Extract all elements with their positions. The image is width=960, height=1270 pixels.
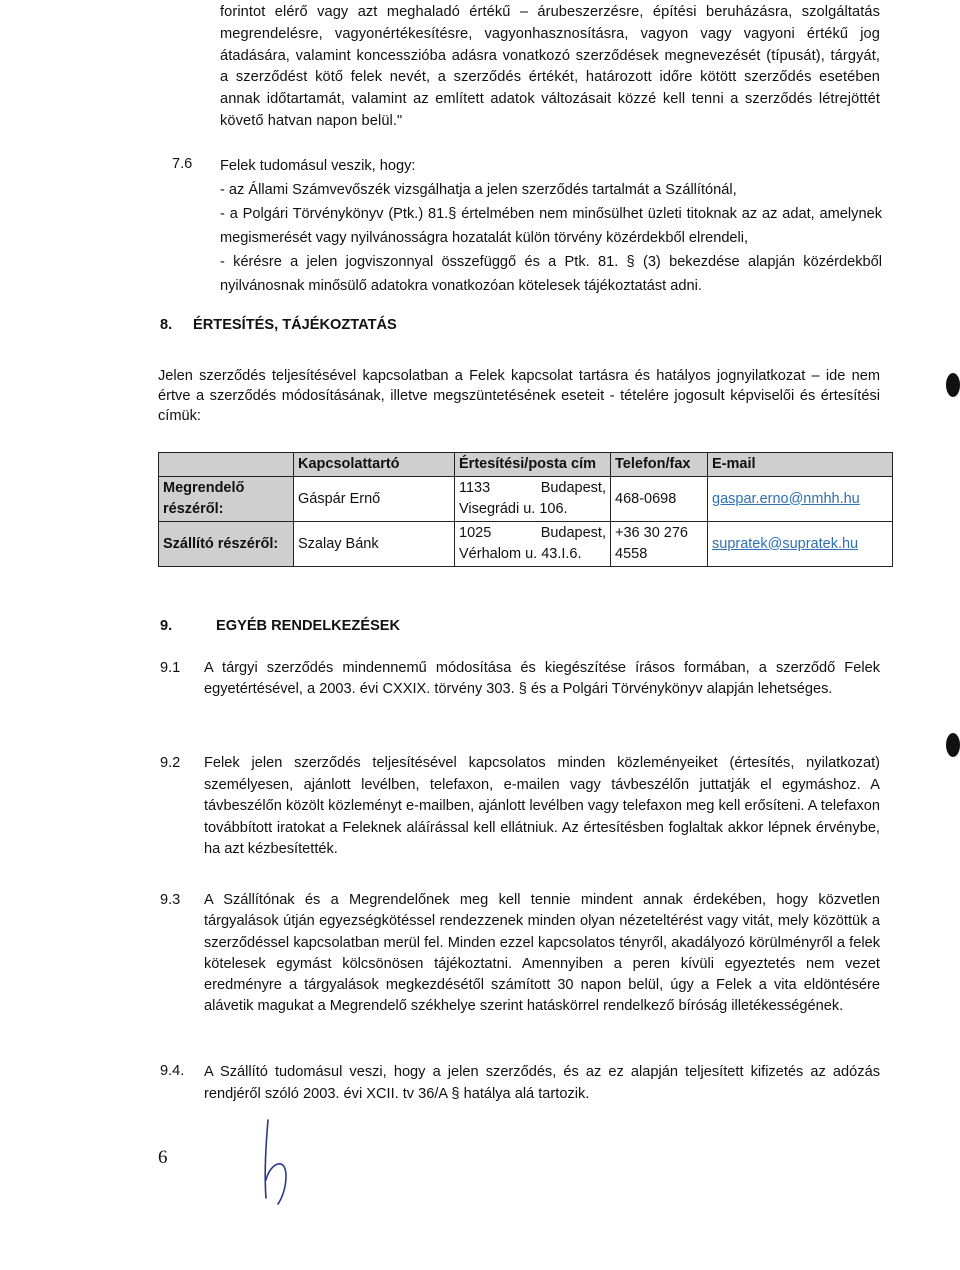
address-street: Visegrádi u. 106. — [459, 501, 568, 517]
row-contact: Szalay Bánk — [294, 522, 455, 567]
header-email: E-mail — [708, 453, 893, 477]
address-street: Vérhalom u. 43.I.6. — [459, 546, 582, 562]
punch-hole-mark — [946, 733, 960, 757]
contact-table — [158, 452, 893, 567]
section-9-1-number: 9.1 — [160, 660, 181, 676]
header-address: Értesítési/posta cím — [455, 453, 611, 477]
row-email — [708, 477, 893, 522]
address-zip: 1133 — [459, 480, 491, 496]
section-9-2-number: 9.2 — [160, 755, 181, 771]
row-address — [455, 477, 611, 522]
page-number: 6 — [158, 1147, 168, 1168]
section-9-3-number: 9.3 — [160, 892, 181, 908]
row-contact: Gáspár Ernő — [294, 477, 455, 522]
table-row — [159, 522, 893, 567]
section-7-6 — [220, 154, 882, 298]
section-7-6-number: 7.6 — [172, 156, 193, 172]
header-phone: Telefon/fax — [611, 453, 708, 477]
section-7-6-item-3: - kérésre a jelen jogviszonnyal összefüggő és a Ptk. 81. § (3) bekezdése alapján közérdekből nyilvánosnak minősülő adatokra vonatkozóan kötelesek tájékoztatást adni. — [220, 254, 882, 294]
address-zip: 1025 — [459, 525, 492, 541]
row-address — [455, 522, 611, 567]
row-label: Megrendelő részéről: — [159, 477, 294, 522]
address-city: Budapest, — [540, 480, 606, 496]
table-row — [159, 477, 893, 522]
section-9-title: EGYÉB RENDELKEZÉSEK — [216, 618, 401, 634]
row-email — [708, 522, 893, 567]
section-7-6-item-1: - az Állami Számvevőszék vizsgálhatja a jelen szerződés tartalmát a Szállítónál, — [220, 182, 737, 198]
row-phone: 468-0698 — [611, 477, 708, 522]
header-empty-cell — [159, 453, 294, 477]
header-contact: Kapcsolattartó — [294, 453, 455, 477]
section-8-body: Jelen szerződés teljesítésével kapcsolatban a Felek kapcsolat tartásra és hatályos jognyilatkozat – ide nem értve a szerződés módosításának, illetve megszüntetésének eseteit - tételére jogosult képviselői és értesítési címük: — [158, 368, 880, 424]
row-label: Szállító részéről: — [159, 522, 294, 567]
section-9-2: Felek jelen szerződés teljesítésével kapcsolatos minden közleményeiket (értesítés, nyilatkozat) személyesen, ajánlott levélben, telefaxon, e-mailen vagy távbeszélőn juttatják el egymáshoz. A távbeszélőn közölt közleményt e-mailben, ajánlott levélben vagy telefaxon meg kell erősíteni. A telefaxon továbbított iratokat a Feleknek aláírással kell ellátniuk. Az értesítésben foglaltak akkor lépnek érvénybe, ha azt kézbesítették. — [204, 755, 880, 857]
section-7-6-item-2: - a Polgári Törvénykönyv (Ptk.) 81.§ értelmében nem minősülhet üzleti titoknak az az adat, amelynek megismerését vagy nyilvánosságra hozatalát külön törvény közérdekből elrendeli, — [220, 206, 882, 246]
contact-table-header — [159, 453, 893, 477]
section-9-4-number: 9.4. — [160, 1063, 185, 1079]
section-9-1: A tárgyi szerződés mindennemű módosítása és kiegészítése írásos formában, a szerződő Felek egyetértésével, a 2003. évi CXXIX. törvény 303. § és a Polgári Törvénykönyv alapján lehetséges. — [204, 660, 880, 697]
address-city: Budapest, — [540, 525, 606, 541]
email-link[interactable]: gaspar.erno@nmhh.hu — [712, 490, 860, 507]
section-8-number: 8. — [160, 317, 173, 333]
section-9-3: A Szállítónak és a Megrendelőnek meg kell tennie mindent annak érdekében, hogy közvetlen tárgyalások útján egyezségkötéssel rendezzenek minden olyan nézeteltérést vagy vitát, mely közöttük a szerződéssel kapcsolatban merül fel. Minden ezzel kapcsolatos tényről, akadályozó körülményről a felek kötelesek egymást kölcsönösen tájékoztatni. Amennyiben a peren kívüli egyeztetés nem vezet eredményre a tárgyalások megkezdésétől számított 30 napon belül, úgy a Felek a vita eldöntésére alávetik magukat a Megrendelő székhelye szerint hatáskörrel rendelkező bíróság illetékességének. — [204, 892, 880, 1015]
section-9-number: 9. — [160, 618, 173, 634]
handwritten-initial — [250, 1118, 310, 1208]
section-9-4: A Szállító tudomásul veszi, hogy a jelen szerződés, és az ez alapján teljesített kifizetés az adózás rendjéről szóló 2003. évi XCII. tv 36/A § hatálya alá tartozik. — [204, 1064, 880, 1102]
punch-hole-mark — [946, 373, 960, 397]
email-link[interactable]: supratek@supratek.hu — [712, 535, 859, 552]
section-8-title: ÉRTESÍTÉS, TÁJÉKOZTATÁS — [193, 317, 397, 333]
continued-paragraph: forintot elérő vagy azt meghaladó értékű – árubeszerzésre, építési beruházásra, szolgáltatás megrendelésre, vagyonértékesítésre, vagyonhasznosításra, vagyon vagy vagyoni értékű jog átadására, valamint koncesszióba adásra vonatkozó szerződések megnevezését (típusát), tárgyát, a szerződést kötő felek nevét, a szerződés értékét, határozott időre kötött szerződés esetében annak időtartamát, valamint az említett adatok változásait közzé kell tenni a szerződés létrejöttét követő hatvan napon belül." — [220, 4, 880, 129]
row-phone: +36 30 276 4558 — [611, 522, 708, 567]
section-7-6-lead: Felek tudomásul veszik, hogy: — [220, 158, 416, 174]
